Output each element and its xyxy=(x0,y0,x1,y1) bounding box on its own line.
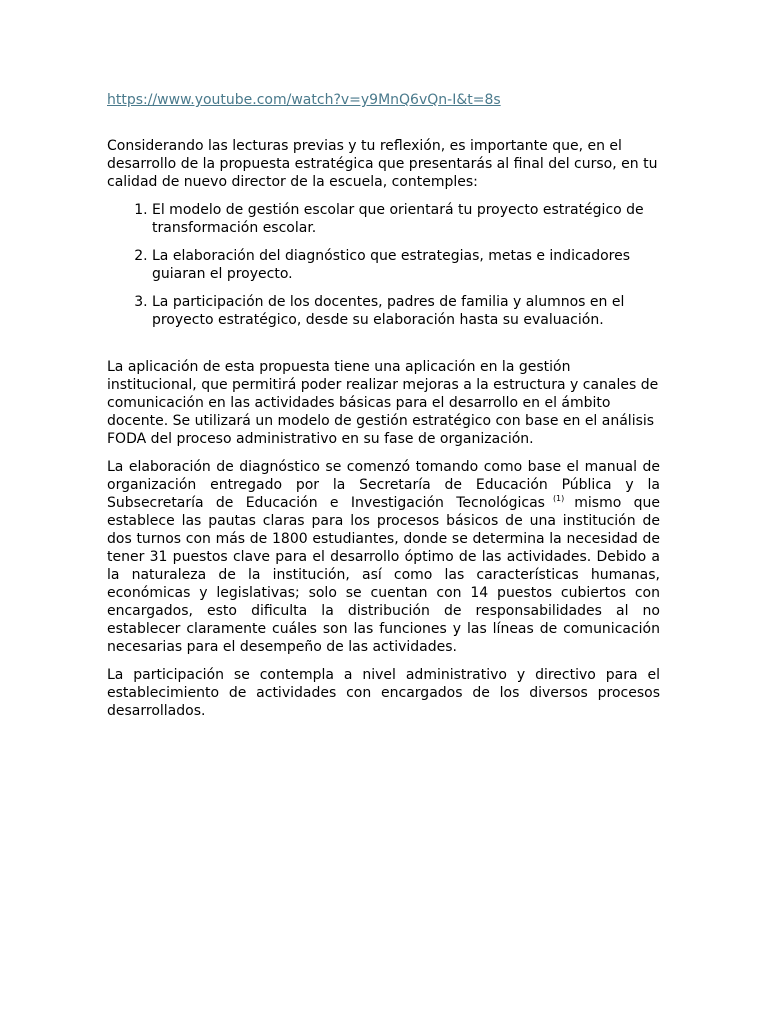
footnote-reference: (1) xyxy=(552,494,565,503)
youtube-link[interactable]: https://www.youtube.com/watch?v=y9MnQ6vQn-I&t=8s xyxy=(107,92,501,108)
list-item: 1. El modelo de gestión escolar que orientará tu proyecto estratégico de transformación escolar. xyxy=(152,201,660,237)
document-body xyxy=(107,91,660,720)
intro-paragraph: Considerando las lecturas previas y tu reflexión, es importante que, en el desarrollo de la propuesta estratégica que presentarás al final del curso, en tu calidad de nuevo director de la escuela, contemples: xyxy=(107,138,658,190)
diagnosis-paragraph xyxy=(107,458,660,656)
list-item: 3. La participación de los docentes, padres de familia y alumnos en el proyecto estratégico, desde su elaboración hasta su evaluación. xyxy=(152,293,660,329)
application-paragraph: La aplicación de esta propuesta tiene una aplicación en la gestión institucional, que permitirá poder realizar mejoras a la estructura y canales de comunicación en las actividades básicas para el desarrollo en el ámbito docente. Se utilizará un modelo de gestión estratégico con base en el análisis FODA del proceso administrativo en su fase de organización. xyxy=(107,359,659,447)
requirements-list xyxy=(107,201,660,329)
participation-paragraph: La participación se contempla a nivel administrativo y directivo para el establecimiento de actividades con encargados de los diversos procesos desarrollados. xyxy=(107,667,660,719)
diagnosis-text-end: mismo que establece las pautas claras para los procesos básicos de una institución de dos turnos con más de 1800 estudiantes, donde se determina la necesidad de tener 31 puestos clave para el desarrollo óptimo de las actividades. Debido a la naturaleza de la institución, así como las características humanas, económicas y legislativas; solo se cuentan con 14 puestos cubiertos con encargados, esto dificulta la distribución de responsabilidades al no establecer claramente cuáles son las funciones y las líneas de comunicación necesarias para el desempeño de las actividades. xyxy=(107,495,660,655)
list-item: 2. La elaboración del diagnóstico que estrategias, metas e indicadores guiaran el proyecto. xyxy=(152,247,660,283)
diagnosis-text-start: La elaboración de diagnóstico se comenzó tomando como base el manual de organización entregado por la Secretaría de Educación Pública y la Subsecretaría de Educación e Investigación Tecnológicas xyxy=(107,459,660,511)
